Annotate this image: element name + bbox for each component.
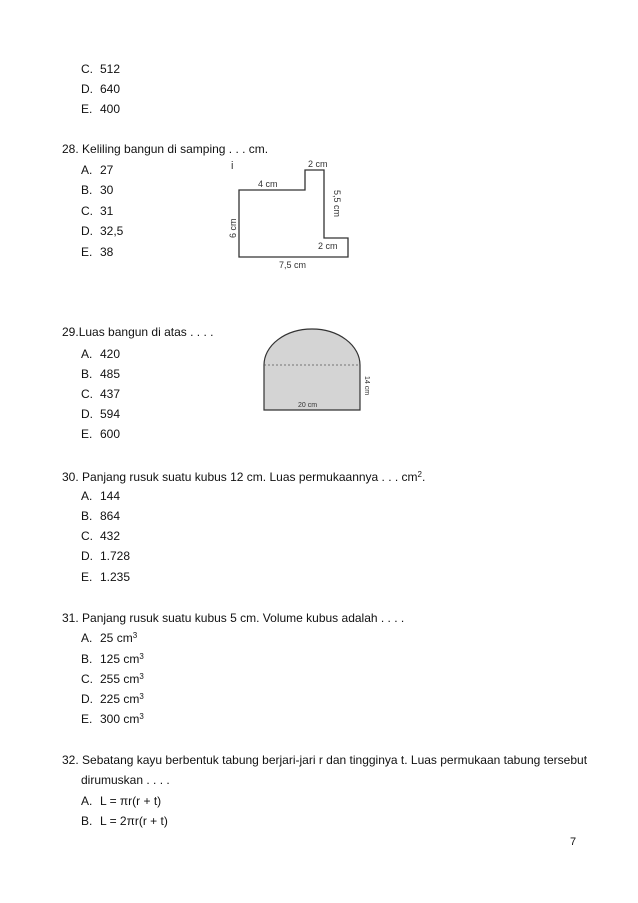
q31-option-b: B. 125 $cm^3$ xyxy=(81,652,144,666)
q31-question: 31. Panjang rusuk suatu kubus 5 cm. Volume kubus adalah . . . . xyxy=(62,611,405,625)
q30-option-d: D. 1.728 xyxy=(81,549,131,563)
q28-figure xyxy=(224,152,360,270)
q29-figure xyxy=(258,328,378,414)
q28-option-b: B. 30 xyxy=(81,183,114,197)
q28-label-right: 5,5 cm xyxy=(332,190,342,218)
q30-option-b: B. 864 xyxy=(81,509,121,523)
q32-option-b: B. L = 2πr(r + t) xyxy=(81,814,168,828)
q31-option-d: D. 225 $cm^3$ xyxy=(81,692,144,706)
q30-option-c: C. 432 xyxy=(81,529,121,543)
q29-label-height: 14 cm xyxy=(363,376,370,396)
q29-shape xyxy=(264,329,360,410)
q27-option-c: C. 512 xyxy=(81,62,121,76)
q28-label-bottom: 7,5 cm xyxy=(279,260,307,270)
q32-question-cont: dirumuskan . . . . xyxy=(81,773,170,787)
q27-option-d: D. 640 xyxy=(81,82,121,96)
q30-question: 30. Panjang rusuk suatu kubus 12 cm. Luas permukaannya . . . $cm^2$. xyxy=(62,470,426,484)
q31-option-a: A. 25 $cm^3$ xyxy=(81,631,138,645)
q28-label-left: 6 cm xyxy=(228,218,238,238)
q28-option-e: E. 38 xyxy=(81,245,114,259)
q29-option-d: D. 594 xyxy=(81,407,121,421)
q31-option-e: E. 300 $cm^3$ xyxy=(81,712,144,726)
q29-option-b: B. 485 xyxy=(81,367,121,381)
q29-question: 29.Luas bangun di atas . . . . xyxy=(62,325,214,339)
q29-option-c: C. 437 xyxy=(81,387,121,401)
q30-option-e: E. 1.235 xyxy=(81,570,131,584)
q28-label-top-left: 4 cm xyxy=(258,179,278,189)
q28-corner-mark: i xyxy=(231,160,234,172)
q29-label-width: 20 cm xyxy=(298,402,318,409)
q28-label-top-right: 2 cm xyxy=(308,159,328,169)
q28-question: 28. Keliling bangun di samping . . . cm. xyxy=(62,142,269,156)
q27-option-e: E. 400 xyxy=(81,102,121,116)
page-number: 7 xyxy=(570,836,577,848)
q32-question: 32. Sebatang kayu berbentuk tabung berjari-jari r dan tingginya t. Luas permukaan tabung tersebut xyxy=(62,753,588,767)
q28-option-c: C. 31 xyxy=(81,204,114,218)
q28-label-step: 2 cm xyxy=(318,241,338,251)
q32-option-a: A. L = πr(r + t) xyxy=(81,794,162,808)
q30-option-a: A. 144 xyxy=(81,489,121,503)
q29-option-a: A. 420 xyxy=(81,347,121,361)
q28-option-a: A. 27 xyxy=(81,163,114,177)
q29-option-e: E. 600 xyxy=(81,427,121,441)
q31-option-c: C. 255 $cm^3$ xyxy=(81,672,144,686)
q28-option-d: D. 32,5 xyxy=(81,224,124,238)
